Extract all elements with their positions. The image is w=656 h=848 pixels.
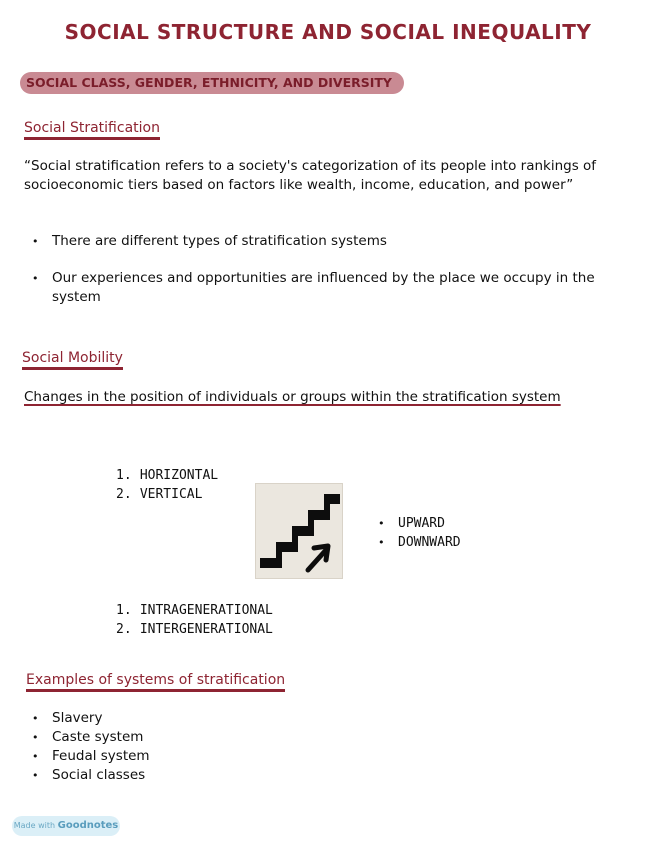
- list-item: • Social classes: [24, 766, 324, 785]
- mobility-generations-list: [116, 601, 273, 639]
- badge-brand: Goodnotes: [57, 820, 119, 831]
- list-item: • UPWARD: [370, 514, 461, 533]
- list-item: 1. INTRAGENERATIONAL: [116, 603, 273, 618]
- mobility-definition: Changes in the position of individuals or groups within the stratification system: [24, 389, 561, 405]
- stairs-up-icon-graphic: [256, 484, 344, 580]
- list-item: 2. VERTICAL: [116, 487, 203, 502]
- mobility-directions-list: [370, 514, 461, 552]
- mobility-heading: Social Mobility: [22, 350, 123, 370]
- made-with-goodnotes-badge[interactable]: [12, 816, 120, 836]
- list-item: 2. INTERGENERATIONAL: [116, 622, 273, 637]
- section-banner: SOCIAL CLASS, GENDER, ETHNICITY, AND DIVERSITY: [20, 72, 404, 94]
- list-item: • Slavery: [24, 709, 324, 728]
- stratification-heading: Social Stratification: [24, 120, 160, 140]
- stratification-quote: “Social stratification refers to a society's categorization of its people into rankings of socioeconomic tiers based on factors like wealth, income, education, and power”: [24, 158, 597, 193]
- page-title: SOCIAL STRUCTURE AND SOCIAL INEQUALITY: [64, 20, 592, 44]
- mobility-types-list: [116, 466, 218, 504]
- stairs-up-icon: [255, 483, 343, 579]
- stratification-bullets: [24, 232, 634, 307]
- list-item: 1. HORIZONTAL: [116, 468, 219, 483]
- list-item: • Feudal system: [24, 747, 324, 766]
- examples-heading: Examples of systems of stratification: [26, 672, 285, 692]
- list-item: • DOWNWARD: [370, 533, 461, 552]
- list-item: • Caste system: [24, 728, 324, 747]
- list-item: • Our experiences and opportunities are influenced by the place we occupy in the system: [24, 269, 634, 307]
- badge-prefix: Made with: [13, 821, 56, 830]
- list-item: • There are different types of stratification systems: [24, 232, 634, 251]
- examples-list: [24, 709, 324, 785]
